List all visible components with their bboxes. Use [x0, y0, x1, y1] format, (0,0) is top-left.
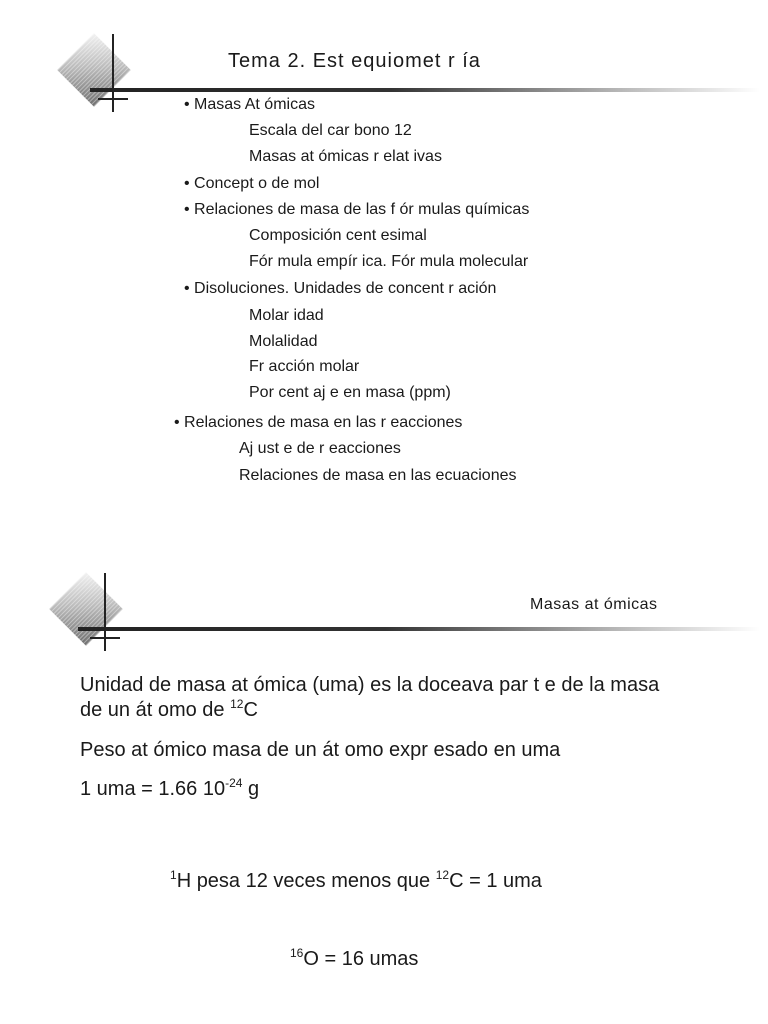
oxygen-line [290, 947, 418, 971]
slide-title: Tema 2. Est equiomet r ía [228, 50, 481, 72]
mass-number-sup: 12 [230, 697, 244, 711]
element-symbol: C [243, 699, 258, 721]
outline-subitem: Composición cent esimal [249, 227, 427, 244]
title-rule-2 [78, 627, 760, 631]
hydrogen-line [170, 869, 542, 893]
outline-item: • Relaciones de masa de las f ór mulas químicas [184, 201, 530, 218]
outline-item: • Relaciones de masa en las r eacciones [174, 414, 463, 431]
c-text: C = 1 uma [449, 870, 542, 892]
uma-text: 1 uma = 1.66 10 [80, 778, 226, 800]
diamond-logo-icon [57, 33, 131, 107]
diamond-logo-icon [49, 572, 123, 646]
peso-atomico-line: Peso at ómico masa de un át omo expr esado en uma [80, 739, 561, 761]
definition-text: de un át omo de [80, 699, 231, 721]
o-text: O = 16 umas [303, 948, 419, 970]
outline-subitem: Molalidad [249, 333, 318, 350]
outline-subitem: Fór mula empír ica. Fór mula molecular [249, 253, 529, 270]
logo-horizontal-line [98, 98, 128, 100]
section-title: Masas at ómicas [530, 596, 658, 613]
outline-subitem: Molar idad [249, 307, 324, 324]
c-mass-sup: 12 [435, 868, 450, 882]
outline-subitem: Escala del car bono 12 [249, 122, 412, 139]
h-mass-sup: 1 [170, 868, 177, 882]
outline-subitem: Por cent aj e en masa (ppm) [249, 384, 451, 401]
outline-subitem: Aj ust e de r eacciones [239, 440, 401, 457]
exponent-sup: -24 [225, 776, 243, 790]
definition-line-2 [80, 698, 258, 722]
slide-logo-2 [48, 573, 148, 663]
uma-equation [80, 777, 259, 801]
h-text: H pesa 12 veces menos que [176, 870, 436, 892]
outline-subitem: Masas at ómicas r elat ivas [249, 148, 442, 165]
outline-subitem: Relaciones de masa en las ecuaciones [239, 467, 517, 484]
slide-logo-1 [56, 34, 156, 124]
outline-item: • Concept o de mol [184, 175, 320, 192]
outline-item: • Masas At ómicas [184, 96, 315, 113]
outline-subitem: Fr acción molar [249, 358, 360, 375]
title-rule-1 [90, 88, 760, 92]
logo-vertical-line [104, 573, 106, 651]
definition-line-1: Unidad de masa at ómica (uma) es la doceava par t e de la masa [80, 674, 660, 696]
outline-item: • Disoluciones. Unidades de concent r ación [184, 280, 497, 297]
o-mass-sup: 16 [290, 946, 304, 960]
logo-horizontal-line [90, 637, 120, 639]
uma-unit: g [242, 778, 260, 800]
logo-vertical-line [112, 34, 114, 112]
